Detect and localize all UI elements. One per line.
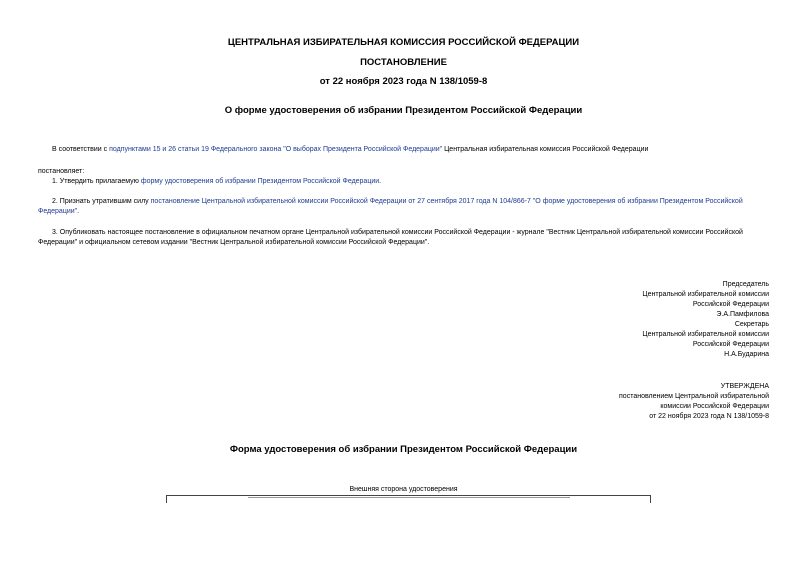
intro-prefix: В соответствии с xyxy=(52,146,110,153)
table-left-border xyxy=(166,495,167,503)
item-1-suffix: . xyxy=(379,178,382,185)
repealed-resolution-link[interactable]: постановление Центральной избирательной комиссии Российской Федерации от 27 сентября 2017 года N 104/866-7 "О форме удостоверения об избрании Президентом Российской Федерации" xyxy=(38,198,743,215)
approval-block xyxy=(619,382,769,422)
signature-line: Н.А.Бударина xyxy=(724,351,769,358)
federal-law-link[interactable]: подпунктами 15 и 26 статьи 19 Федерального закона "О выборах Президента Российской Федерации" xyxy=(109,146,443,153)
approval-line: постановлением Центральной избирательной xyxy=(619,393,769,400)
document-type: ПОСТАНОВЛЕНИЕ xyxy=(360,57,447,68)
appendix-title: Форма удостоверения об избрании Президентом Российской Федерации xyxy=(229,444,578,455)
table-caption: Внешняя сторона удостоверения xyxy=(349,486,458,493)
intro-suffix: Центральная избирательная комиссия Российской Федерации xyxy=(442,146,649,153)
signature-line: Российской Федерации xyxy=(692,341,769,348)
intro-paragraph xyxy=(52,145,648,155)
signature-block xyxy=(642,280,769,360)
signature-line: Председатель xyxy=(722,281,769,288)
approval-line: УТВЕРЖДЕНА xyxy=(720,383,769,390)
item-1-prefix: 1. Утвердить прилагаемую xyxy=(52,178,141,185)
item-2-suffix: . xyxy=(77,207,80,215)
document-date-number: от 22 ноября 2023 года N 138/1059-8 xyxy=(319,76,488,87)
resolves-label: постановляет: xyxy=(38,168,85,175)
signature-line: Центральной избирательной комиссии xyxy=(642,291,769,298)
certificate-form-link[interactable]: форму удостоверения об избрании Президентом Российской Федерации xyxy=(140,178,380,185)
signature-line: Секретарь xyxy=(734,321,769,328)
item-3: 3. Опубликовать настоящее постановление в официальном печатном органе Центральной избирательной комиссии Российской Федерации - журнале "Вестник Центральной избирательной комиссии Российской Федерации" и официальном сетевом издании "Вестник Центральной избирательной комиссии Российской Федерации". xyxy=(38,229,743,246)
document-title: О форме удостоверения об избрании Президентом Российской Федерации xyxy=(224,105,583,116)
approval-line: комиссии Российской Федерации xyxy=(660,403,769,410)
item-1 xyxy=(52,177,381,187)
table-inner-border xyxy=(248,497,570,498)
approval-line: от 22 ноября 2023 года N 138/1059-8 xyxy=(649,413,769,420)
table-top-border xyxy=(166,495,651,496)
organization-name: ЦЕНТРАЛЬНАЯ ИЗБИРАТЕЛЬНАЯ КОМИССИЯ РОССИЙСКОЙ ФЕДЕРАЦИИ xyxy=(227,37,580,48)
signature-line: Центральной избирательной комиссии xyxy=(642,331,769,338)
signature-line: Российской Федерации xyxy=(692,301,769,308)
signature-line: Э.А.Памфилова xyxy=(716,311,769,318)
item-2 xyxy=(38,197,770,216)
table-right-border xyxy=(650,495,651,503)
item-2-prefix: 2. Признать утратившим силу xyxy=(52,198,151,205)
